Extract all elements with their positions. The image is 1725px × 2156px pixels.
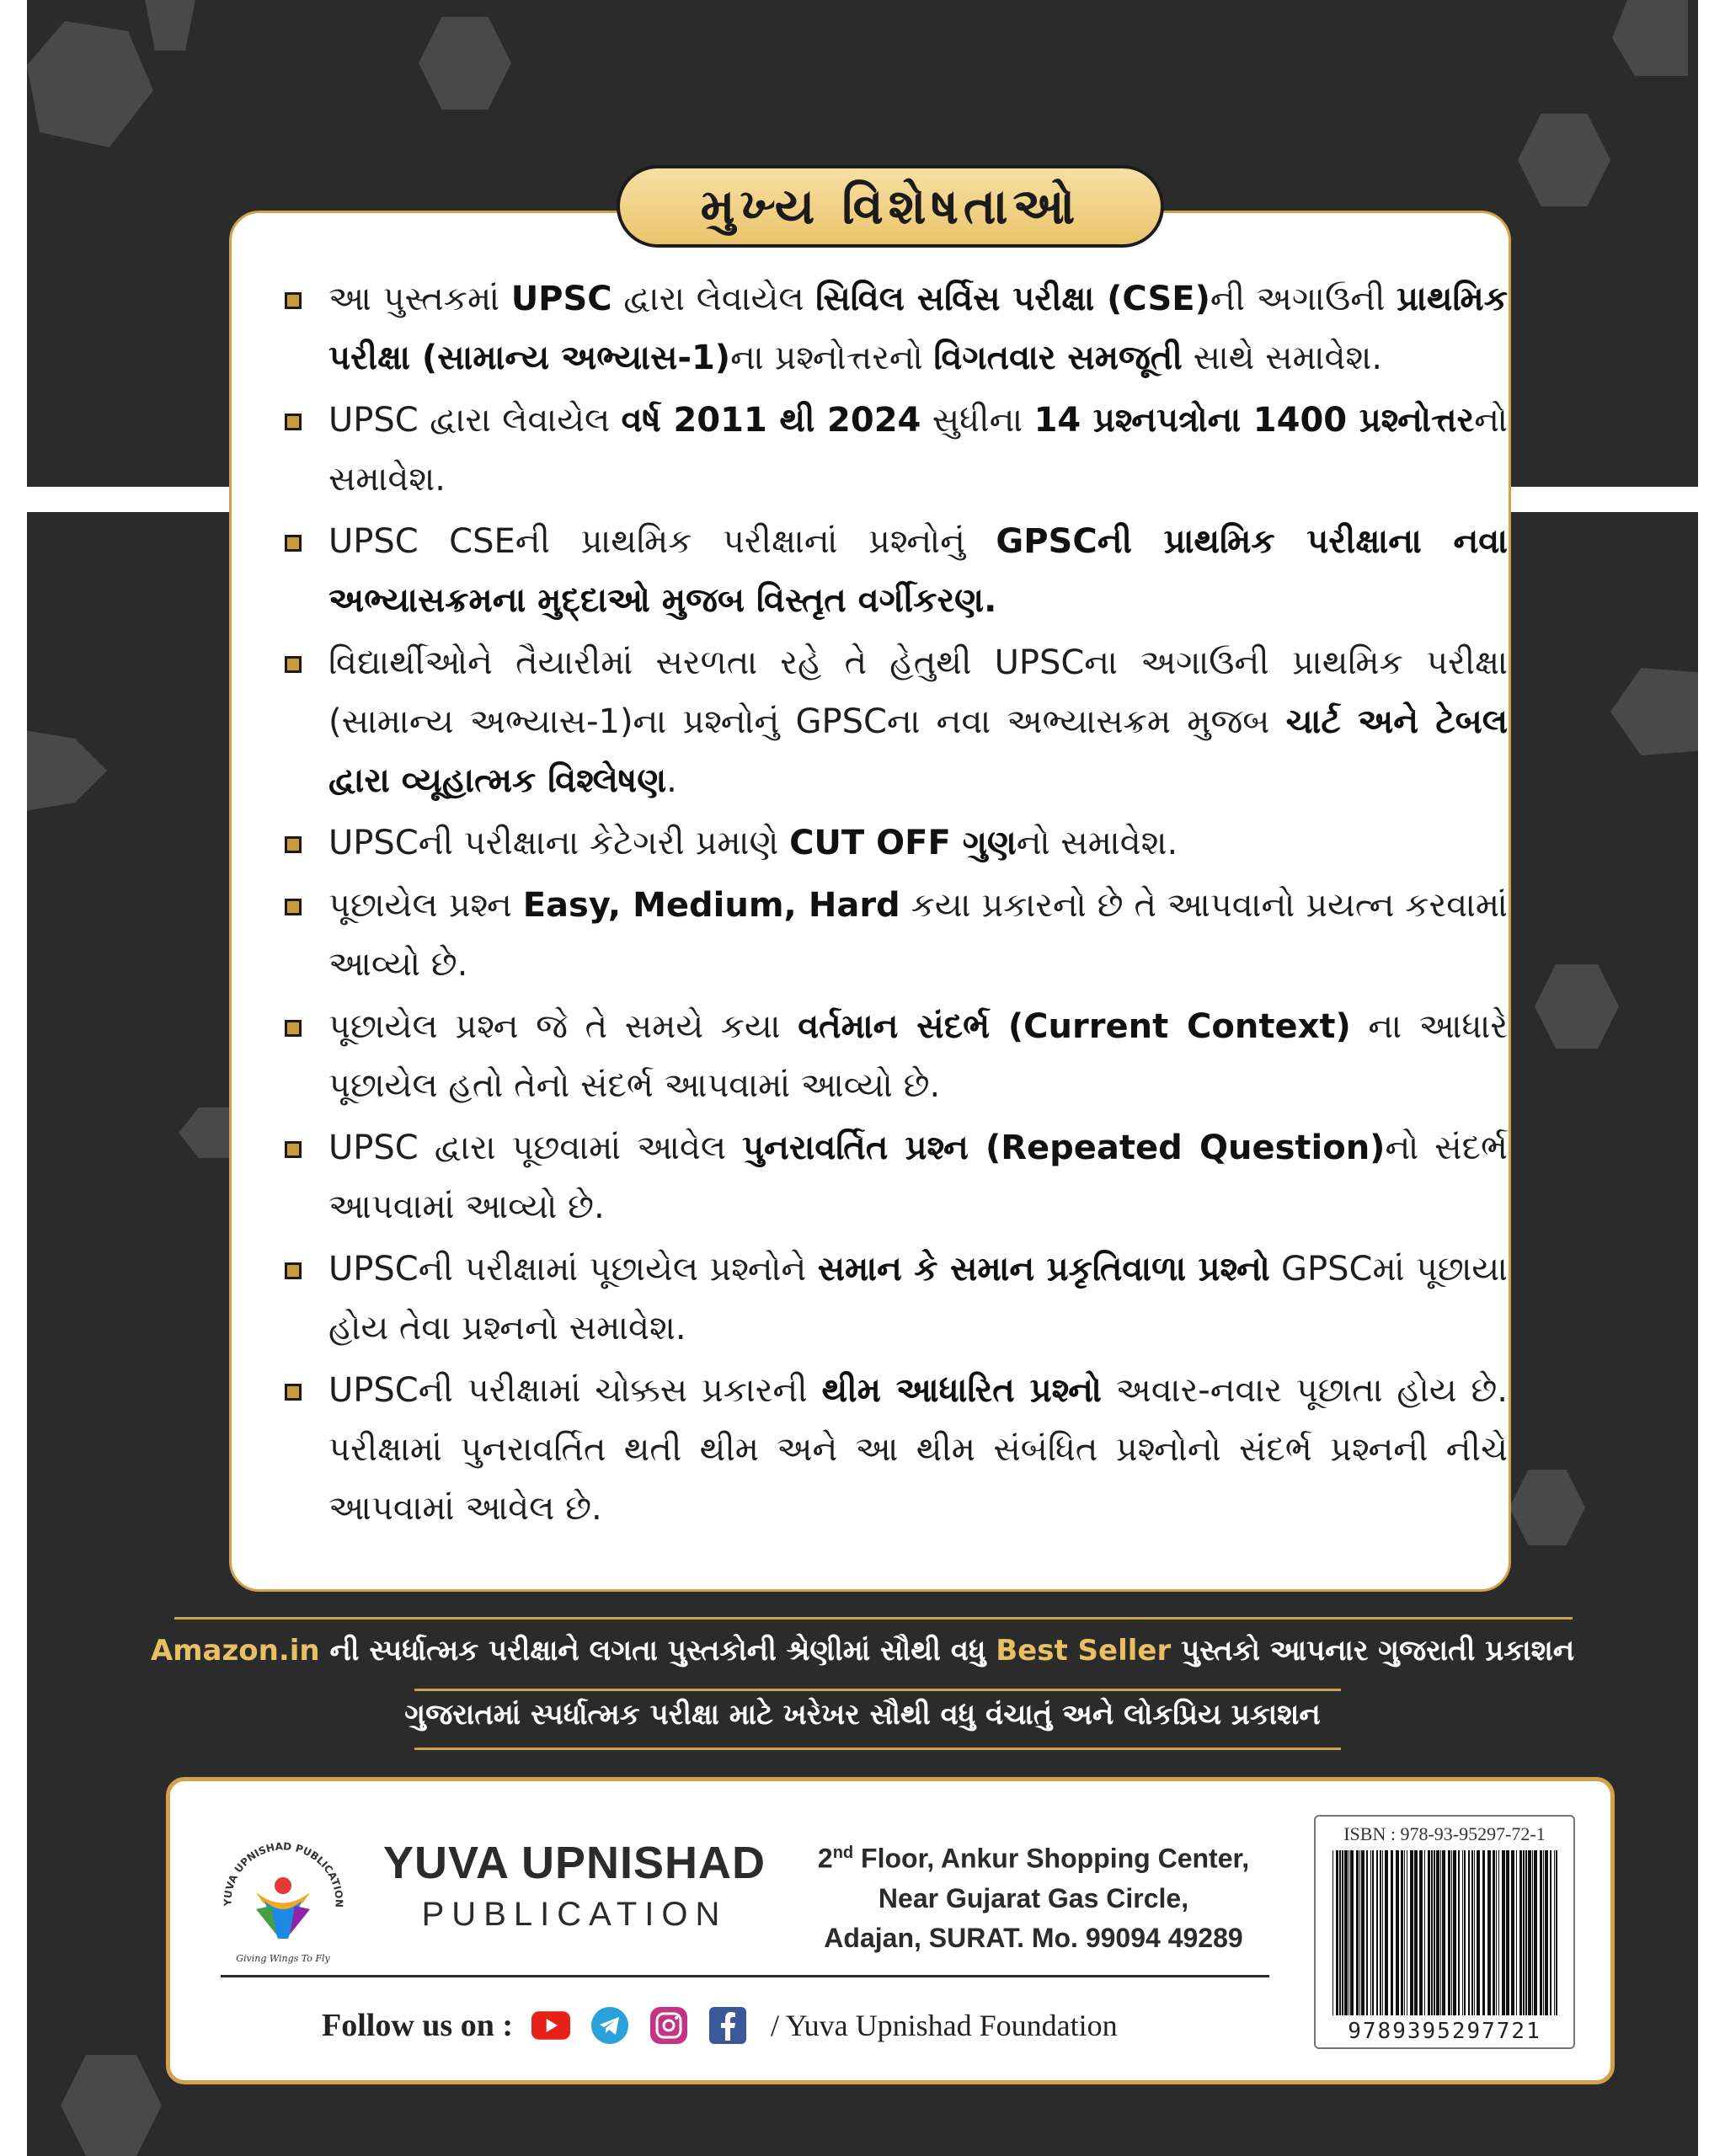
publisher-name: YUVA UPNISHAD bbox=[382, 1838, 766, 1888]
address-floor: 2 bbox=[817, 1843, 833, 1874]
feature-highlight: ચાર્ટ અને ટેબલ દ્વારા વ્યૂહાત્મક વિશ્લેષણ bbox=[328, 702, 1509, 800]
address-line3: Adajan, SURAT. Mo. 99094 49289 bbox=[824, 1922, 1243, 1953]
logo-tagline: Giving Wings To Fly bbox=[236, 1953, 330, 1964]
address-line2: Near Gujarat Gas Circle, bbox=[878, 1882, 1189, 1913]
logo-arc-text: YUVA UPNISHAD PUBLICATION bbox=[222, 1840, 345, 1908]
feature-highlight: સિવિલ સર્વિસ પરીક્ષા (CSE) bbox=[815, 280, 1210, 318]
feature-item bbox=[280, 512, 1508, 630]
feature-text: પૂછાયેલ પ્રશ્ન bbox=[328, 886, 523, 925]
barcode bbox=[1329, 1850, 1562, 2015]
feature-text: UPSCની પરીક્ષાના કેટેગરી પ્રમાણે bbox=[328, 824, 790, 862]
square-bullet-icon bbox=[285, 899, 302, 915]
feature-text: UPSC દ્વારા પૂછવામાં આવેલ bbox=[328, 1129, 743, 1167]
square-bullet-icon bbox=[285, 535, 302, 552]
isbn-barcode-box bbox=[1314, 1815, 1575, 2049]
white-stripe bbox=[27, 487, 233, 512]
feature-text: UPSCની પરીક્ષામાં ચોક્કસ પ્રકારની bbox=[328, 1371, 822, 1410]
feature-highlight: પ્રાથમિક પરીક્ષા (સામાન્ય અભ્યાસ-1) bbox=[328, 280, 1509, 377]
publisher-logo bbox=[214, 1833, 353, 1972]
square-bullet-icon bbox=[285, 414, 302, 430]
feature-highlight: CUT OFF ગુણ bbox=[789, 824, 1017, 862]
features-title: મુખ્ય વિશેષતાઓ bbox=[617, 165, 1164, 248]
follow-us-row bbox=[322, 1992, 1118, 2059]
feature-text: સાથે સમાવેશ. bbox=[1182, 339, 1383, 377]
hexagon-decoration bbox=[61, 2055, 162, 2156]
feature-item bbox=[280, 391, 1508, 509]
feature-item bbox=[280, 270, 1508, 387]
publisher-subtitle: PUBLICATION bbox=[421, 1896, 728, 1933]
feature-highlight: વર્ષ 2011 થી 2024 bbox=[621, 401, 921, 440]
feature-text: વિદ્યાર્થીઓને તૈયારીમાં સરળતા રહે તે હેતુથી UPSCના અગાઉની પ્રાથમિક પરીક્ષા (સામાન્ય અભ્યાસ-1)ના પ્રશ્નોનું GPSCના નવા અભ્યાસક્રમ મુજબ bbox=[328, 643, 1508, 741]
feature-highlight: વર્તમાન સંદર્ભ (Current Context) bbox=[798, 1007, 1351, 1046]
banner-popular: ગુજરાતમાં સ્પર્ધાત્મક પરીક્ષા માટે ખરેખર સૌથી વધુ વંચાતું અને લોકપ્રિય પ્રકાશન bbox=[404, 1698, 1321, 1732]
feature-highlight: UPSC bbox=[510, 280, 612, 318]
feature-highlight: વિગતવાર સમજૂતી bbox=[933, 339, 1183, 377]
youtube-icon[interactable] bbox=[531, 2006, 570, 2045]
isbn-digits: 9789395297721 bbox=[1348, 2019, 1541, 2044]
feature-text: અવાર-નવાર પૂછાતા હોય છે. પરીક્ષામાં પુનરાવર્તિત થતી થીમ અને આ થીમ સંબંધિત પ્રશ્નોનો સંદર્ભ પ્રશ્નની નીચે આપવામાં આવેલ છે. bbox=[328, 1371, 1509, 1528]
feature-highlight: થીમ આધારિત પ્રશ્નો bbox=[821, 1371, 1102, 1410]
banner-highlight-amazon: Amazon.in bbox=[150, 1634, 320, 1668]
address-floor-suffix: nd bbox=[832, 1844, 854, 1862]
square-bullet-icon bbox=[285, 1262, 302, 1279]
telegram-icon[interactable] bbox=[590, 2006, 629, 2045]
banner-gold-line bbox=[414, 1689, 1341, 1691]
feature-text: આ પુસ્તકમાં bbox=[328, 280, 511, 318]
feature-highlight: GPSCની પ્રાથમિક પરીક્ષાના નવા અભ્યાસક્રમના મુદ્દાઓ મુજબ વિસ્તૃત વર્ગીકરણ. bbox=[328, 522, 1508, 620]
instagram-icon[interactable] bbox=[649, 2006, 688, 2045]
feature-item bbox=[280, 997, 1508, 1115]
svg-text:YUVA UPNISHAD PUBLICATION bbox=[222, 1840, 344, 1908]
hexagon-decoration bbox=[1535, 960, 1619, 1053]
feature-item bbox=[280, 814, 1508, 873]
feature-text: પૂછાયેલ પ્રશ્ન જે તે સમયે કયા bbox=[328, 1007, 798, 1046]
feature-highlight: સમાન કે સમાન પ્રકૃતિવાળા પ્રશ્નો bbox=[817, 1250, 1270, 1289]
square-bullet-icon bbox=[285, 1141, 302, 1158]
social-handle[interactable]: / Yuva Upnishad Foundation bbox=[770, 2009, 1118, 2042]
feature-text: નો સંદર્ભ આપવામાં આવ્યો છે. bbox=[328, 1129, 1509, 1226]
footer-divider bbox=[221, 1975, 1269, 1977]
square-bullet-icon bbox=[285, 292, 302, 309]
banner-text: ની સ્પર્ધાત્મક પરીક્ષાને લગતા પુસ્તકોની શ્રેણીમાં સૌથી વધુ bbox=[319, 1634, 996, 1668]
hexagon-decoration bbox=[27, 699, 107, 842]
hexagon-decoration bbox=[414, 17, 515, 109]
square-bullet-icon bbox=[285, 656, 302, 673]
publisher-address bbox=[798, 1833, 1269, 1958]
banner-gold-line bbox=[174, 1617, 1573, 1620]
feature-text: ની અગાઉની bbox=[1210, 280, 1397, 318]
banner-text: પુસ્તકો આપનાર ગુજરાતી પ્રકાશન bbox=[1171, 1634, 1575, 1668]
address-line1: Floor, Ankur Shopping Center, bbox=[853, 1843, 1250, 1874]
square-bullet-icon bbox=[285, 836, 302, 853]
hexagon-decoration bbox=[1518, 109, 1610, 211]
feature-item bbox=[280, 633, 1508, 810]
book-back-cover bbox=[27, 0, 1698, 2156]
banner-highlight-bestseller: Best Seller bbox=[996, 1634, 1172, 1668]
features-list bbox=[280, 270, 1508, 1541]
feature-text: કયા પ્રકારનો છે તે આપવાનો પ્રયત્ન કરવામાં આવ્યો છે. bbox=[328, 886, 1508, 984]
banner-gold-line bbox=[414, 1748, 1341, 1750]
feature-item bbox=[280, 876, 1508, 994]
banner-bestseller bbox=[27, 1634, 1698, 1668]
hexagon-decoration bbox=[1509, 1465, 1585, 1550]
square-bullet-icon bbox=[285, 1020, 302, 1037]
feature-highlight: 14 પ્રશ્નપત્રોના 1400 પ્રશ્નોત્તર bbox=[1033, 401, 1475, 440]
feature-highlight: Easy, Medium, Hard bbox=[522, 886, 900, 925]
publisher-brand bbox=[364, 1837, 785, 1934]
feature-text: ના આધારે પૂછાયેલ હતો તેનો સંદર્ભ આપવામાં આવ્યો છે. bbox=[328, 1007, 1508, 1105]
feature-item bbox=[280, 1240, 1508, 1358]
publisher-footer bbox=[166, 1777, 1615, 2084]
feature-text: ના પ્રશ્નોત્તરનો bbox=[730, 339, 934, 377]
feature-text: નો સમાવેશ. bbox=[328, 401, 1509, 499]
feature-text: નો સમાવેશ. bbox=[1016, 824, 1178, 862]
white-stripe bbox=[1509, 487, 1698, 512]
isbn-label: ISBN : 978-93-95297-72-1 bbox=[1343, 1823, 1546, 1844]
feature-text: સુધીના bbox=[921, 401, 1034, 440]
feature-text: GPSCમાં પૂછાયા હોય તેવા પ્રશ્નનો સમાવેશ. bbox=[328, 1250, 1508, 1348]
feature-text: UPSCની પરીક્ષામાં પૂછાયેલ પ્રશ્નોને bbox=[328, 1250, 818, 1289]
hexagon-decoration bbox=[1602, 0, 1698, 76]
feature-item bbox=[280, 1361, 1508, 1538]
feature-text: દ્વારા લેવાયેલ bbox=[611, 280, 816, 318]
feature-text: . bbox=[666, 761, 677, 800]
square-bullet-icon bbox=[285, 1384, 302, 1401]
hexagon-decoration bbox=[179, 1086, 229, 1179]
follow-label: Follow us on : bbox=[322, 2008, 513, 2043]
hexagon-decoration bbox=[1610, 657, 1698, 766]
facebook-icon[interactable] bbox=[708, 2006, 747, 2045]
hexagon-decoration bbox=[120, 0, 221, 51]
feature-highlight: પુનરાવર્તિત પ્રશ્ન (Repeated Question) bbox=[742, 1129, 1386, 1167]
feature-text: UPSC CSEની પ્રાથમિક પરીક્ષાનાં પ્રશ્નોનું bbox=[328, 522, 996, 561]
feature-item bbox=[280, 1118, 1508, 1236]
feature-text: UPSC દ્વારા લેવાયેલ bbox=[328, 401, 622, 440]
